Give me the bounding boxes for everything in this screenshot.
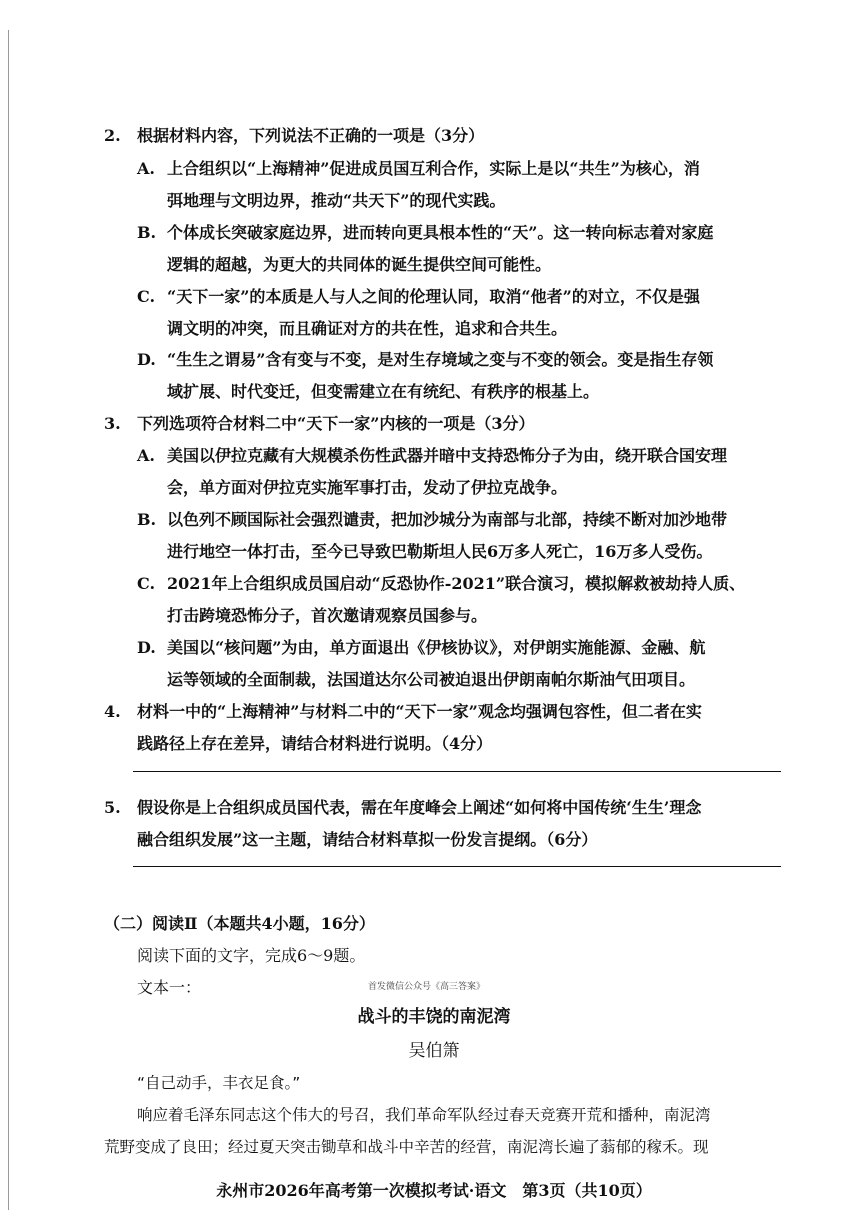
q2-option-c-label: C. — [137, 287, 156, 306]
q2-option-a-label: A. — [137, 159, 155, 178]
q3-option-b-line-2: 进行地空一体打击，至今已导致巴勒斯坦人民6万多人死亡，16万多人受伤。 — [167, 542, 713, 561]
article-paragraph-line-2: 响应着毛泽东同志这个伟大的号召，我们革命军队经过春天竞赛开荒和播种，南泥湾 — [137, 1106, 711, 1124]
page-edge-line — [8, 30, 9, 1210]
q3-option-b-line-1: 以色列不顾国际社会强烈谴责，把加沙城分为南部与北部，持续不断对加沙地带 — [167, 510, 728, 529]
q3-option-d-line-1: 美国以“核问题”为由，单方面退出《伊核协议》，对伊朗实施能源、金融、航 — [167, 638, 706, 657]
section-heading: （二）阅读Ⅱ（本题共4小题，16分） — [104, 914, 375, 933]
page-footer: 永州市2026年高考第一次模拟考试·语文 第3页（共10页） — [216, 1181, 652, 1200]
q2-option-b-line-2: 逻辑的超越，为更大的共同体的诞生提供空间可能性。 — [167, 255, 552, 274]
q2-option-a-line-1: 上合组织以“上海精神”促进成员国互利合作，实际上是以“共生”为核心，消 — [167, 159, 700, 178]
article-title: 战斗的丰饶的南泥湾 — [357, 1007, 511, 1027]
question-4-answer-line — [133, 771, 781, 772]
q3-option-c-line-1: 2021年上合组织成员国启动“反恐协作-2021”联合演习，模拟解救被劫持人质、 — [167, 574, 746, 593]
article-author: 吴伯箫 — [408, 1041, 460, 1061]
question-5-answer-line — [133, 866, 781, 867]
q3-option-c-label: C. — [137, 574, 156, 593]
article-paragraph-line-1: “自己动手，丰衣足食。” — [137, 1074, 301, 1092]
question-5-line-1: 假设你是上合组织成员国代表，需在年度峰会上阐述“如何将中国传统‘生生’理念 — [137, 798, 702, 817]
watermark-stamp: 首发微信公众号《高三答案》 — [368, 982, 486, 992]
q2-option-b-line-1: 个体成长突破家庭边界，进而转向更具根本性的“天”。这一转向标志着对家庭 — [167, 223, 714, 242]
question-2-number: 2. — [104, 126, 121, 145]
question-2-stem: 根据材料内容，下列说法不正确的一项是（3分） — [137, 126, 485, 145]
question-4-line-2: 践路径上存在差异，请结合材料进行说明。（4分） — [137, 734, 493, 753]
question-5-line-2: 融合组织发展”这一主题，请结合材料草拟一份发言提纲。（6分） — [137, 830, 598, 849]
q3-option-a-line-2: 会，单方面对伊拉克实施军事打击，发动了伊拉克战争。 — [167, 478, 568, 497]
q2-option-d-label: D. — [137, 350, 156, 369]
article-paragraph-line-3: 荒野变成了良田；经过夏天突击锄草和战斗中辛苦的经营，南泥湾长遍了蓊郁的稼禾。现 — [104, 1138, 709, 1156]
q2-option-c-line-1: “天下一家”的本质是人与人之间的伦理认同，取消“他者”的对立，不仅是强 — [167, 287, 700, 306]
question-4-number: 4. — [104, 702, 121, 721]
q3-option-d-label: D. — [137, 638, 156, 657]
q3-option-c-line-2: 打击跨境恐怖分子，首次邀请观察员国参与。 — [167, 606, 488, 625]
q2-option-d-line-1: “生生之谓易”含有变与不变，是对生存境域之变与不变的领会。变是指生存领 — [167, 350, 714, 369]
q3-option-d-line-2: 运等领域的全面制裁，法国道达尔公司被迫退出伊朗南帕尔斯油气田项目。 — [167, 670, 696, 689]
q3-option-a-label: A. — [137, 446, 155, 465]
q2-option-c-line-2: 调文明的冲突，而且确证对方的共在性，追求和合共生。 — [167, 319, 568, 338]
question-5-number: 5. — [104, 798, 121, 817]
q3-option-a-line-1: 美国以伊拉克藏有大规模杀伤性武器并暗中支持恐怖分子为由，绕开联合国安理 — [167, 446, 728, 465]
q3-option-b-label: B. — [137, 510, 157, 529]
question-3-stem: 下列选项符合材料二中“天下一家”内核的一项是（3分） — [137, 414, 535, 433]
question-4-line-1: 材料一中的“上海精神”与材料二中的“天下一家”观念均强调包容性，但二者在实 — [137, 702, 702, 721]
text-one-label: 文本一： — [137, 978, 202, 997]
section-instruction: 阅读下面的文字，完成6～9题。 — [137, 946, 366, 965]
q2-option-d-line-2: 域扩展、时代变迁，但变需建立在有统纪、有秩序的根基上。 — [167, 382, 600, 401]
q2-option-a-line-2: 弭地理与文明边界，推动“共天下”的现代实践。 — [167, 191, 506, 210]
question-3-number: 3. — [104, 414, 121, 433]
q2-option-b-label: B. — [137, 223, 157, 242]
